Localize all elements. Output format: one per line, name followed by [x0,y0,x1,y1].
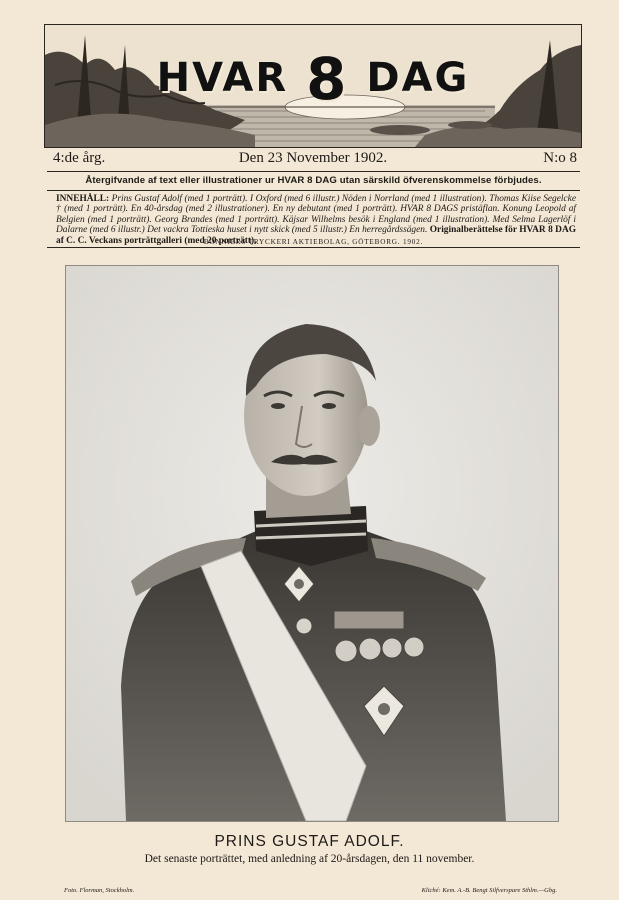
contents-text: Prins Gustaf Adolf (med 1 porträtt). I Oxford (med 6 illustr.) Nöden i Norrland (med 1 illustration). Thomas Kiise Segelcke † (med 1 porträtt). En 40-årsdag (med 2 illustrationer). En ny debutant (med 1 porträtt). HVAR 8 DAGS pristäflan. Konung Leopold af Belgien (med 1 porträtt). Georg Brandes (med 1 porträtt). Käjsar Wilhelms besök i England (med 1 illustration). Med Selma Lagerlöf i Dalarne (med 6 illustr.) Det vackra Tottieska huset i nytt skick (med 5 illustr.) En herregårdssägen. [56,194,576,236]
reprint-notice: Återgifvande af text eller illustrationer ur HVAR 8 DAG utan särskild öfverenskommelse förbjudes. [85,175,542,186]
issue-number: N:o 8 [543,150,577,166]
contents-last: Originalberättelse för HVAR 8 DAG af C. C. Veckans porträttgalleri (med 20 porträtt), [56,225,577,246]
masthead-title-number: 8 [306,45,349,113]
portrait-photograph [65,265,559,822]
portrait-figure [66,266,558,821]
issue-info-row [47,150,579,170]
engraver-credit: Kliché: Kem. A.-B. Bengt Silfverspare Sthlm.—Gbg. [421,887,557,894]
contents-label: INNEHÅLL: [56,194,110,204]
divider-rule [47,247,580,248]
issue-volume: 4:de årg. [53,150,106,166]
masthead [44,24,582,148]
divider-rule [47,190,580,191]
masthead-title-part1: HVAR [156,55,289,101]
divider-rule [47,171,580,172]
caption-subtitle: Det senaste porträttet, med anledning af 20-årsdagen, den 11 november. [144,853,475,865]
photo-credit: Foto. Florman, Stockholm. [64,887,135,894]
masthead-title-part2: DAG [366,55,470,101]
caption-title: PRINS GUSTAF ADOLF. [214,833,405,850]
printer-imprint: BONNIERS TRYCKERI AKTIEBOLAG, GÖTEBORG. 1902. [203,238,424,246]
issue-date: Den 23 November 1902. [238,150,388,166]
masthead-title [45,45,581,113]
